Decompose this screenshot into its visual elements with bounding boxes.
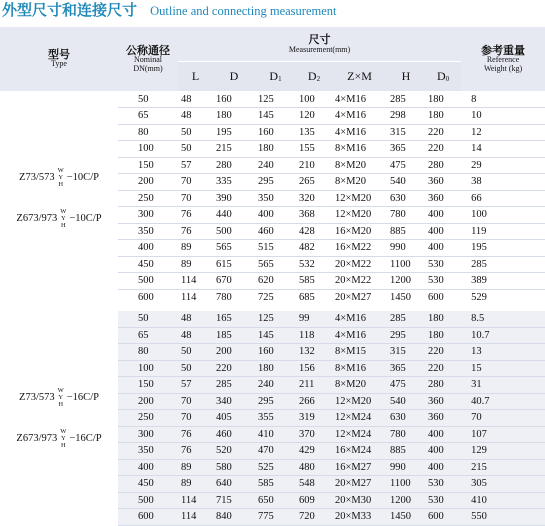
cell-D1: 410 xyxy=(255,426,296,443)
header-reference-weight: 参考重量 Reference Weight (kg) xyxy=(461,27,545,91)
cell-L: 70 xyxy=(178,174,213,191)
cell-D0: 530 xyxy=(425,476,461,493)
cell-weight: 410 xyxy=(461,492,545,509)
model-a-prefix: Z73/573 xyxy=(19,172,55,184)
cell-dn: 400 xyxy=(118,240,178,257)
cell-H: 1100 xyxy=(387,256,425,273)
cell-D2: 685 xyxy=(296,289,332,308)
cell-ZxM: 12×M20 xyxy=(332,207,387,224)
cell-H: 1200 xyxy=(387,273,425,290)
model-line-b xyxy=(0,428,118,449)
cell-weight: 129 xyxy=(461,443,545,460)
cell-D1: 470 xyxy=(255,443,296,460)
cell-H: 990 xyxy=(387,459,425,476)
table-row xyxy=(0,308,545,327)
cell-weight: 29 xyxy=(461,157,545,174)
cell-H: 315 xyxy=(387,344,425,361)
cell-D0: 530 xyxy=(425,256,461,273)
cell-L: 48 xyxy=(178,308,213,327)
cell-D2: 118 xyxy=(296,327,332,344)
model-b-prefix: Z673/973 xyxy=(16,433,58,444)
cell-D2: 548 xyxy=(296,476,332,493)
cell-H: 315 xyxy=(387,124,425,141)
col-D0: D0 xyxy=(425,62,461,92)
model-a-prefix: Z73/573 xyxy=(19,392,55,403)
cell-D0: 360 xyxy=(425,190,461,207)
cell-D1: 180 xyxy=(255,141,296,158)
cell-D2: 428 xyxy=(296,223,332,240)
cell-D2: 155 xyxy=(296,141,332,158)
cell-D1: 240 xyxy=(255,157,296,174)
cell-D0: 360 xyxy=(425,174,461,191)
cell-D0: 180 xyxy=(425,327,461,344)
cell-H: 885 xyxy=(387,223,425,240)
cell-D1: 565 xyxy=(255,256,296,273)
cell-dn: 300 xyxy=(118,207,178,224)
cell-ZxM: 12×M24 xyxy=(332,426,387,443)
cell-D2: 211 xyxy=(296,377,332,394)
cell-H: 475 xyxy=(387,377,425,394)
cell-weight: 38 xyxy=(461,174,545,191)
cell-D0: 220 xyxy=(425,124,461,141)
cell-D: 500 xyxy=(213,223,255,240)
model-cell xyxy=(0,91,118,308)
cell-dn: 150 xyxy=(118,157,178,174)
cell-D: 285 xyxy=(213,377,255,394)
cell-D: 195 xyxy=(213,124,255,141)
cell-dn: 65 xyxy=(118,327,178,344)
cell-ZxM: 4×M16 xyxy=(332,108,387,125)
cell-D2: 210 xyxy=(296,157,332,174)
cell-ZxM: 4×M16 xyxy=(332,124,387,141)
cell-D1: 460 xyxy=(255,223,296,240)
group-16c-rows xyxy=(0,308,545,525)
cell-ZxM: 16×M22 xyxy=(332,240,387,257)
cell-dn: 600 xyxy=(118,289,178,308)
cell-weight: 8.5 xyxy=(461,308,545,327)
cell-D1: 295 xyxy=(255,174,296,191)
cell-H: 630 xyxy=(387,190,425,207)
cell-dn: 250 xyxy=(118,190,178,207)
cell-dn: 500 xyxy=(118,273,178,290)
col-L: L xyxy=(178,62,213,92)
cell-weight: 13 xyxy=(461,344,545,361)
col-ZxM: Z×M xyxy=(332,62,387,92)
col-D: D xyxy=(213,62,255,92)
cell-H: 885 xyxy=(387,443,425,460)
cell-H: 780 xyxy=(387,207,425,224)
cell-dn: 350 xyxy=(118,223,178,240)
cell-D2: 370 xyxy=(296,426,332,443)
model-b-variants: W Y H xyxy=(60,428,67,449)
cell-D0: 400 xyxy=(425,459,461,476)
cell-D: 185 xyxy=(213,327,255,344)
cell-weight: 66 xyxy=(461,190,545,207)
cell-dn: 50 xyxy=(118,91,178,108)
cell-D0: 180 xyxy=(425,108,461,125)
cell-D2: 429 xyxy=(296,443,332,460)
cell-D: 615 xyxy=(213,256,255,273)
cell-D0: 400 xyxy=(425,207,461,224)
table-row xyxy=(0,91,545,108)
cell-D2: 482 xyxy=(296,240,332,257)
col-D2: D2 xyxy=(296,62,332,92)
cell-ZxM: 20×M22 xyxy=(332,273,387,290)
cell-D1: 160 xyxy=(255,344,296,361)
cell-D1: 355 xyxy=(255,410,296,427)
cell-L: 76 xyxy=(178,443,213,460)
group-10c-rows xyxy=(0,91,545,308)
cell-dn: 100 xyxy=(118,141,178,158)
cell-weight: 285 xyxy=(461,256,545,273)
cell-ZxM: 8×M16 xyxy=(332,360,387,377)
cell-D: 715 xyxy=(213,492,255,509)
cell-D: 215 xyxy=(213,141,255,158)
cell-dn: 65 xyxy=(118,108,178,125)
cell-D0: 530 xyxy=(425,492,461,509)
model-b-suffix: −10C/P xyxy=(69,213,102,225)
cell-weight: 550 xyxy=(461,509,545,526)
model-line-a xyxy=(0,387,118,408)
header-measurement: 尺寸 Measurement(mm) xyxy=(178,27,461,62)
cell-D0: 180 xyxy=(425,308,461,327)
cell-D0: 530 xyxy=(425,273,461,290)
cell-dn: 150 xyxy=(118,377,178,394)
cell-dn: 200 xyxy=(118,393,178,410)
cell-ZxM: 20×M27 xyxy=(332,289,387,308)
cell-H: 298 xyxy=(387,108,425,125)
cell-D: 440 xyxy=(213,207,255,224)
cell-H: 1450 xyxy=(387,509,425,526)
cell-weight: 40.7 xyxy=(461,393,545,410)
model-line-a xyxy=(0,167,118,188)
cell-dn: 500 xyxy=(118,492,178,509)
cell-D2: 156 xyxy=(296,360,332,377)
cell-D2: 480 xyxy=(296,459,332,476)
cell-weight: 10.7 xyxy=(461,327,545,344)
cell-D0: 400 xyxy=(425,426,461,443)
cell-weight: 31 xyxy=(461,377,545,394)
cell-ZxM: 8×M20 xyxy=(332,174,387,191)
cell-L: 50 xyxy=(178,124,213,141)
cell-D2: 265 xyxy=(296,174,332,191)
cell-D0: 220 xyxy=(425,360,461,377)
cell-ZxM: 20×M27 xyxy=(332,476,387,493)
cell-ZxM: 8×M15 xyxy=(332,344,387,361)
cell-D2: 100 xyxy=(296,91,332,108)
cell-D: 640 xyxy=(213,476,255,493)
cell-weight: 107 xyxy=(461,426,545,443)
cell-dn: 300 xyxy=(118,426,178,443)
header-nominal-diameter: 公称通径 Nominal DN(mm) xyxy=(118,27,178,91)
cell-D: 280 xyxy=(213,157,255,174)
cell-dn: 80 xyxy=(118,344,178,361)
cell-D: 780 xyxy=(213,289,255,308)
cell-ZxM: 16×M24 xyxy=(332,443,387,460)
cell-D2: 609 xyxy=(296,492,332,509)
cell-H: 365 xyxy=(387,360,425,377)
cell-D2: 320 xyxy=(296,190,332,207)
cell-D: 580 xyxy=(213,459,255,476)
cell-ZxM: 16×M27 xyxy=(332,459,387,476)
cell-D1: 515 xyxy=(255,240,296,257)
cell-D: 165 xyxy=(213,308,255,327)
cell-ZxM: 12×M24 xyxy=(332,410,387,427)
cell-H: 540 xyxy=(387,393,425,410)
cell-L: 114 xyxy=(178,289,213,308)
cell-L: 50 xyxy=(178,344,213,361)
cell-H: 1450 xyxy=(387,289,425,308)
cell-D0: 280 xyxy=(425,157,461,174)
cell-ZxM: 8×M20 xyxy=(332,377,387,394)
cell-ZxM: 4×M16 xyxy=(332,91,387,108)
cell-D: 335 xyxy=(213,174,255,191)
cell-dn: 50 xyxy=(118,308,178,327)
model-line-b xyxy=(0,208,118,229)
cell-D0: 400 xyxy=(425,240,461,257)
cell-L: 89 xyxy=(178,256,213,273)
cell-dn: 600 xyxy=(118,509,178,526)
title-chinese: 外型尺寸和连接尺寸 xyxy=(2,1,138,19)
cell-D0: 180 xyxy=(425,91,461,108)
cell-H: 475 xyxy=(387,157,425,174)
cell-weight: 14 xyxy=(461,141,545,158)
model-a-variants: W Y H xyxy=(57,387,64,408)
cell-ZxM: 20×M33 xyxy=(332,509,387,526)
col-H: H xyxy=(387,62,425,92)
cell-L: 50 xyxy=(178,141,213,158)
cell-D1: 400 xyxy=(255,207,296,224)
cell-H: 295 xyxy=(387,327,425,344)
cell-L: 114 xyxy=(178,273,213,290)
model-a-suffix: −10C/P xyxy=(66,172,99,184)
cell-weight: 12 xyxy=(461,124,545,141)
cell-H: 780 xyxy=(387,426,425,443)
cell-L: 48 xyxy=(178,108,213,125)
header-type: 型号 Type xyxy=(0,27,118,91)
model-a-variants: W Y H xyxy=(57,167,64,189)
cell-L: 76 xyxy=(178,223,213,240)
cell-H: 285 xyxy=(387,308,425,327)
cell-D2: 135 xyxy=(296,124,332,141)
cell-D1: 650 xyxy=(255,492,296,509)
cell-D1: 240 xyxy=(255,377,296,394)
cell-D1: 585 xyxy=(255,476,296,493)
cell-L: 89 xyxy=(178,240,213,257)
cell-H: 1200 xyxy=(387,492,425,509)
cell-weight: 215 xyxy=(461,459,545,476)
cell-D0: 400 xyxy=(425,223,461,240)
cell-D1: 160 xyxy=(255,124,296,141)
cell-weight: 195 xyxy=(461,240,545,257)
cell-D0: 600 xyxy=(425,289,461,308)
cell-L: 70 xyxy=(178,393,213,410)
cell-weight: 119 xyxy=(461,223,545,240)
cell-D1: 775 xyxy=(255,509,296,526)
cell-L: 114 xyxy=(178,509,213,526)
cell-L: 70 xyxy=(178,410,213,427)
cell-D: 200 xyxy=(213,344,255,361)
cell-weight: 10 xyxy=(461,108,545,125)
cell-D1: 525 xyxy=(255,459,296,476)
cell-ZxM: 12×M20 xyxy=(332,190,387,207)
cell-L: 76 xyxy=(178,207,213,224)
cell-ZxM: 8×M20 xyxy=(332,157,387,174)
cell-D2: 132 xyxy=(296,344,332,361)
col-D1: D1 xyxy=(255,62,296,92)
cell-weight: 15 xyxy=(461,360,545,377)
cell-D: 565 xyxy=(213,240,255,257)
cell-D: 670 xyxy=(213,273,255,290)
cell-D: 220 xyxy=(213,360,255,377)
model-b-variants: W Y H xyxy=(60,208,67,230)
cell-D: 405 xyxy=(213,410,255,427)
model-cell xyxy=(0,308,118,525)
cell-dn: 100 xyxy=(118,360,178,377)
cell-ZxM: 8×M16 xyxy=(332,141,387,158)
cell-dn: 80 xyxy=(118,124,178,141)
cell-ZxM: 12×M20 xyxy=(332,393,387,410)
cell-ZxM: 20×M30 xyxy=(332,492,387,509)
cell-D0: 280 xyxy=(425,377,461,394)
cell-H: 990 xyxy=(387,240,425,257)
cell-H: 1100 xyxy=(387,476,425,493)
cell-L: 89 xyxy=(178,459,213,476)
cell-weight: 8 xyxy=(461,91,545,108)
cell-D: 340 xyxy=(213,393,255,410)
cell-D2: 120 xyxy=(296,108,332,125)
cell-L: 76 xyxy=(178,426,213,443)
cell-D1: 145 xyxy=(255,327,296,344)
cell-D0: 220 xyxy=(425,141,461,158)
cell-D: 390 xyxy=(213,190,255,207)
cell-D1: 295 xyxy=(255,393,296,410)
model-a-suffix: −16C/P xyxy=(66,392,99,403)
cell-weight: 529 xyxy=(461,289,545,308)
cell-L: 48 xyxy=(178,91,213,108)
cell-dn: 200 xyxy=(118,174,178,191)
model-b-prefix: Z673/973 xyxy=(16,213,58,225)
cell-D1: 180 xyxy=(255,360,296,377)
cell-D1: 125 xyxy=(255,308,296,327)
cell-dn: 450 xyxy=(118,256,178,273)
cell-D0: 220 xyxy=(425,344,461,361)
cell-D2: 319 xyxy=(296,410,332,427)
cell-dn: 350 xyxy=(118,443,178,460)
cell-L: 57 xyxy=(178,377,213,394)
cell-D1: 145 xyxy=(255,108,296,125)
cell-dn: 450 xyxy=(118,476,178,493)
cell-D: 460 xyxy=(213,426,255,443)
cell-H: 630 xyxy=(387,410,425,427)
cell-ZxM: 20×M22 xyxy=(332,256,387,273)
cell-D0: 400 xyxy=(425,443,461,460)
cell-D2: 368 xyxy=(296,207,332,224)
cell-L: 57 xyxy=(178,157,213,174)
cell-ZxM: 4×M16 xyxy=(332,308,387,327)
cell-L: 48 xyxy=(178,327,213,344)
model-b-suffix: −16C/P xyxy=(69,433,102,444)
cell-D1: 125 xyxy=(255,91,296,108)
cell-D1: 725 xyxy=(255,289,296,308)
cell-D: 160 xyxy=(213,91,255,108)
cell-dn: 400 xyxy=(118,459,178,476)
cell-L: 89 xyxy=(178,476,213,493)
cell-weight: 70 xyxy=(461,410,545,427)
cell-ZxM: 16×M20 xyxy=(332,223,387,240)
cell-D: 180 xyxy=(213,108,255,125)
cell-D0: 360 xyxy=(425,393,461,410)
title-english: Outline and connecting measurement xyxy=(150,4,337,18)
cell-D1: 350 xyxy=(255,190,296,207)
cell-D2: 532 xyxy=(296,256,332,273)
measurement-table xyxy=(0,27,545,526)
cell-L: 70 xyxy=(178,190,213,207)
cell-D: 840 xyxy=(213,509,255,526)
cell-D0: 600 xyxy=(425,509,461,526)
cell-weight: 389 xyxy=(461,273,545,290)
cell-weight: 305 xyxy=(461,476,545,493)
cell-D2: 266 xyxy=(296,393,332,410)
cell-H: 540 xyxy=(387,174,425,191)
cell-weight: 100 xyxy=(461,207,545,224)
cell-ZxM: 4×M16 xyxy=(332,327,387,344)
cell-D: 520 xyxy=(213,443,255,460)
cell-D2: 585 xyxy=(296,273,332,290)
cell-L: 114 xyxy=(178,492,213,509)
page-title xyxy=(2,0,337,22)
cell-D2: 99 xyxy=(296,308,332,327)
cell-dn: 250 xyxy=(118,410,178,427)
cell-H: 285 xyxy=(387,91,425,108)
cell-L: 50 xyxy=(178,360,213,377)
cell-D0: 360 xyxy=(425,410,461,427)
cell-D2: 720 xyxy=(296,509,332,526)
cell-H: 365 xyxy=(387,141,425,158)
cell-D1: 620 xyxy=(255,273,296,290)
